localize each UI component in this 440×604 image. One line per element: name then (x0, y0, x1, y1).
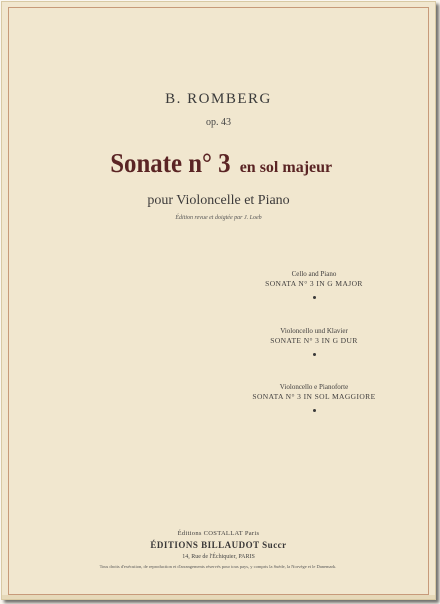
translation-title: SONATA N° 3 IN SOL MAGGIORE (252, 392, 376, 401)
translation-instruments: Violoncello e Pianoforte (279, 383, 349, 391)
translation-italian (239, 383, 389, 412)
work-title-key: en sol majeur (239, 159, 333, 176)
translation-instruments: Cello and Piano (291, 270, 337, 278)
composer-name: B. ROMBERG (165, 91, 272, 107)
translation-instruments: Violoncello und Klavier (280, 327, 348, 335)
separator-dot (313, 353, 316, 356)
translation-english (239, 270, 389, 299)
edition-note: Édition revue et doigtée par J. Loeb (175, 215, 262, 221)
score-cover (1, 1, 436, 600)
former-publisher: Éditions COSTALLAT Paris (177, 530, 260, 537)
translation-title: SONATA N° 3 IN G MAJOR (265, 279, 363, 288)
publisher-address: 14, Rue de l'Échiquier, PARIS (182, 554, 255, 560)
rights-notice: Tous droits d'exécution, de reproduction et d'arrangements réservés pour tous pays, y compris la Suède, la Norvège et le Danemark. (99, 564, 337, 569)
work-title (2, 148, 435, 179)
publisher-name: ÉDITIONS BILLAUDOT Succr (150, 540, 287, 550)
opus-number: op. 43 (206, 117, 231, 128)
separator-dot (313, 409, 316, 412)
instrumentation: pour Violoncelle et Piano (147, 193, 290, 208)
sheet-edge (2, 595, 435, 599)
separator-dot (313, 296, 316, 299)
work-title-main: Sonate n° 3 (110, 148, 231, 178)
translation-title: SONATE N° 3 IN G DUR (270, 336, 358, 345)
translation-german (239, 327, 389, 356)
